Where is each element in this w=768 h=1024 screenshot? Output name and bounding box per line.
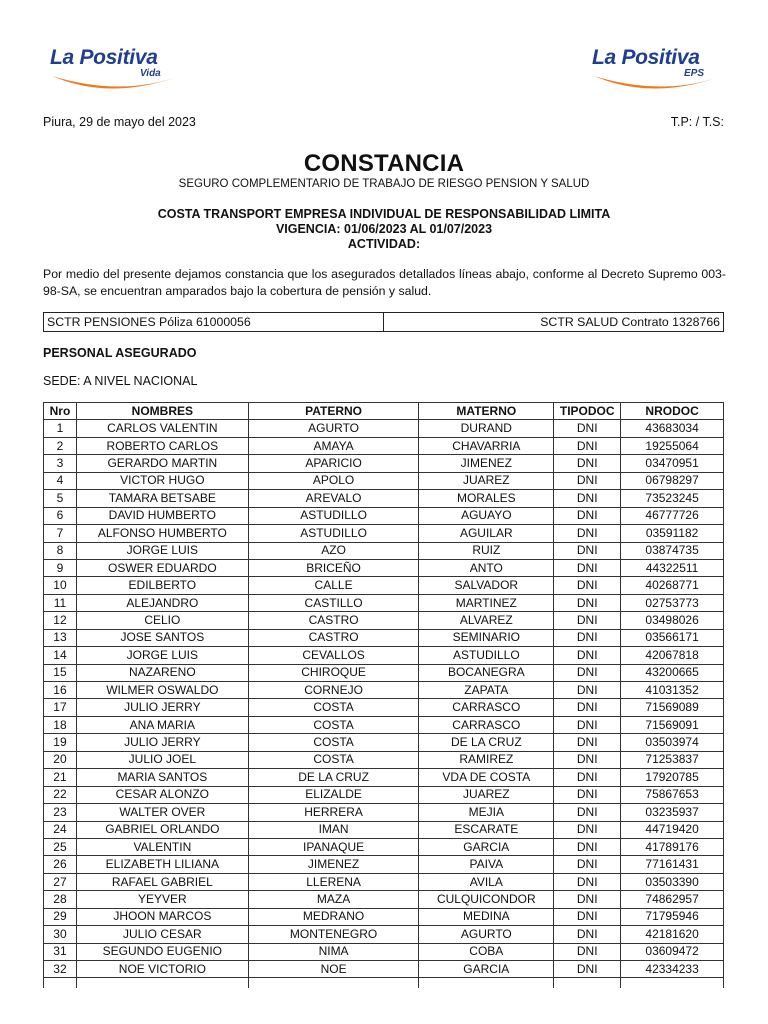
cell-paterno: IPANAQUE <box>248 838 419 855</box>
cell-materno: AVILA <box>419 873 554 890</box>
cell-nro: 25 <box>44 838 77 855</box>
cell-nrodoc: 17920785 <box>621 769 724 786</box>
cell-nombres: WILMER OSWALDO <box>76 682 248 699</box>
table-row <box>44 437 724 454</box>
cell-nrodoc: 71569089 <box>621 699 724 716</box>
table-row <box>44 873 724 890</box>
sctr-salud: SCTR SALUD Contrato 1328766 <box>383 312 724 332</box>
cell-paterno: CEVALLOS <box>248 647 419 664</box>
table-row <box>44 647 724 664</box>
cell-nro: 14 <box>44 647 77 664</box>
cell-materno: ALVAREZ <box>419 612 554 629</box>
cell-paterno: ELIZALDE <box>248 786 419 803</box>
cell-materno: AGUAYO <box>419 507 554 524</box>
empty-cell <box>44 978 77 988</box>
cell-materno: CULQUICONDOR <box>419 891 554 908</box>
empty-cell <box>621 978 724 988</box>
cell-tipodoc: DNI <box>554 420 621 437</box>
table-row <box>44 629 724 646</box>
header-materno: MATERNO <box>419 403 554 420</box>
cell-nombres: JULIO JOEL <box>76 751 248 768</box>
cell-nro: 19 <box>44 734 77 751</box>
cell-nro: 32 <box>44 961 77 978</box>
cell-nrodoc: 03503974 <box>621 734 724 751</box>
cell-nro: 11 <box>44 594 77 611</box>
cell-nombres: CELIO <box>76 612 248 629</box>
cell-nombres: CARLOS VALENTIN <box>76 420 248 437</box>
cell-nombres: CESAR ALONZO <box>76 786 248 803</box>
header-nro: Nro <box>44 403 77 420</box>
cell-nombres: SEGUNDO EUGENIO <box>76 943 248 960</box>
table-row <box>44 612 724 629</box>
table-row <box>44 472 724 489</box>
cell-materno: COBA <box>419 943 554 960</box>
cell-nrodoc: 71569091 <box>621 716 724 733</box>
cell-paterno: CHIROQUE <box>248 664 419 681</box>
insured-personnel-table <box>43 402 724 988</box>
intro-paragraph: Por medio del presente dejamos constancia que los asegurados detallados líneas abajo, conforme al Decreto Supremo 003-98-SA, se encuentran amparados bajo la cobertura de pensión y salud. <box>43 267 726 298</box>
cell-nombres: YEYVER <box>76 891 248 908</box>
cell-nro: 30 <box>44 926 77 943</box>
cell-materno: AGURTO <box>419 926 554 943</box>
cell-materno: BOCANEGRA <box>419 664 554 681</box>
company-block <box>0 207 768 252</box>
header-paterno: PATERNO <box>248 403 419 420</box>
cell-paterno: JIMENEZ <box>248 856 419 873</box>
header-tipodoc: TIPODOC <box>554 403 621 420</box>
cell-nrodoc: 19255064 <box>621 437 724 454</box>
cell-nro: 29 <box>44 908 77 925</box>
logo-brand-text: La Positiva <box>592 46 700 69</box>
vigencia: VIGENCIA: 01/06/2023 AL 01/07/2023 <box>275 222 493 236</box>
table-row <box>44 699 724 716</box>
cell-materno: VDA DE COSTA <box>419 769 554 786</box>
cell-materno: CARRASCO <box>419 699 554 716</box>
cell-tipodoc: DNI <box>554 699 621 716</box>
cell-tipodoc: DNI <box>554 716 621 733</box>
cell-nrodoc: 03874735 <box>621 542 724 559</box>
cell-materno: RUIZ <box>419 542 554 559</box>
cell-nrodoc: 03609472 <box>621 943 724 960</box>
cell-nrodoc: 06798297 <box>621 472 724 489</box>
cell-tipodoc: DNI <box>554 873 621 890</box>
cell-nro: 5 <box>44 490 77 507</box>
cell-paterno: DE LA CRUZ <box>248 769 419 786</box>
table-row <box>44 734 724 751</box>
cell-paterno: CASTILLO <box>248 594 419 611</box>
cell-nombres: ROBERTO CARLOS <box>76 437 248 454</box>
cell-nombres: JHOON MARCOS <box>76 908 248 925</box>
cell-nro: 28 <box>44 891 77 908</box>
la-positiva-vida-logo <box>48 44 188 100</box>
cell-tipodoc: DNI <box>554 838 621 855</box>
cell-nrodoc: 03566171 <box>621 629 724 646</box>
table-row <box>44 716 724 733</box>
cell-nrodoc: 44719420 <box>621 821 724 838</box>
cell-nrodoc: 71253837 <box>621 751 724 768</box>
cell-tipodoc: DNI <box>554 943 621 960</box>
cell-nombres: EDILBERTO <box>76 577 248 594</box>
cell-materno: MARTINEZ <box>419 594 554 611</box>
policy-box <box>43 312 725 332</box>
sede-label: SEDE: A NIVEL NACIONAL <box>43 374 198 388</box>
cell-paterno: CALLE <box>248 577 419 594</box>
cell-nro: 27 <box>44 873 77 890</box>
cell-nro: 2 <box>44 437 77 454</box>
cell-nro: 3 <box>44 455 77 472</box>
table-row <box>44 786 724 803</box>
cell-paterno: BRICEÑO <box>248 559 419 576</box>
cell-nombres: WALTER OVER <box>76 804 248 821</box>
table-row <box>44 664 724 681</box>
cell-nro: 24 <box>44 821 77 838</box>
cell-tipodoc: DNI <box>554 682 621 699</box>
cell-tipodoc: DNI <box>554 961 621 978</box>
cell-tipodoc: DNI <box>554 821 621 838</box>
cell-nombres: GERARDO MARTIN <box>76 455 248 472</box>
table-row <box>44 821 724 838</box>
cell-paterno: AREVALO <box>248 490 419 507</box>
cell-nombres: MARIA SANTOS <box>76 769 248 786</box>
cell-nrodoc: 41789176 <box>621 838 724 855</box>
table-row <box>44 943 724 960</box>
empty-cell <box>248 978 419 988</box>
cell-paterno: APARICIO <box>248 455 419 472</box>
cell-tipodoc: DNI <box>554 647 621 664</box>
table-row <box>44 908 724 925</box>
empty-cell <box>554 978 621 988</box>
table-row <box>44 455 724 472</box>
cell-nro: 22 <box>44 786 77 803</box>
cell-materno: MEJIA <box>419 804 554 821</box>
cell-nombres: ANA MARIA <box>76 716 248 733</box>
table-row <box>44 751 724 768</box>
logo-swoosh-icon <box>48 66 188 96</box>
cell-nrodoc: 02753773 <box>621 594 724 611</box>
cell-materno: ESCARATE <box>419 821 554 838</box>
cell-paterno: COSTA <box>248 751 419 768</box>
cell-nombres: JOSE SANTOS <box>76 629 248 646</box>
table-row <box>44 490 724 507</box>
cell-tipodoc: DNI <box>554 908 621 925</box>
cell-nrodoc: 03498026 <box>621 612 724 629</box>
cell-nro: 8 <box>44 542 77 559</box>
table-row <box>44 891 724 908</box>
table-row <box>44 682 724 699</box>
cell-materno: GARCIA <box>419 838 554 855</box>
logo-sub-text: EPS <box>684 68 705 79</box>
cell-nombres: JULIO CESAR <box>76 926 248 943</box>
cell-nrodoc: 03235937 <box>621 804 724 821</box>
cell-paterno: COSTA <box>248 716 419 733</box>
table-row <box>44 577 724 594</box>
table-row <box>44 594 724 611</box>
cell-nrodoc: 42181620 <box>621 926 724 943</box>
logo-swoosh-icon <box>590 66 730 96</box>
company-name: COSTA TRANSPORT EMPRESA INDIVIDUAL DE RESPONSABILIDAD LIMITA <box>157 207 611 221</box>
cell-paterno: NOE <box>248 961 419 978</box>
cell-materno: ASTUDILLO <box>419 647 554 664</box>
cell-paterno: IMAN <box>248 821 419 838</box>
cell-nro: 7 <box>44 525 77 542</box>
cell-nombres: ALEJANDRO <box>76 594 248 611</box>
table-row <box>44 838 724 855</box>
cell-nro: 13 <box>44 629 77 646</box>
cell-nombres: OSWER EDUARDO <box>76 559 248 576</box>
table-header-row <box>44 403 724 420</box>
cell-paterno: COSTA <box>248 699 419 716</box>
cell-nombres: TAMARA BETSABE <box>76 490 248 507</box>
cell-materno: CHAVARRIA <box>419 437 554 454</box>
document-title: CONSTANCIA <box>303 150 465 177</box>
cell-paterno: CASTRO <box>248 629 419 646</box>
cell-paterno: MONTENEGRO <box>248 926 419 943</box>
cell-materno: DE LA CRUZ <box>419 734 554 751</box>
cell-paterno: CORNEJO <box>248 682 419 699</box>
cell-nombres: ALFONSO HUMBERTO <box>76 525 248 542</box>
cell-materno: ANTO <box>419 559 554 576</box>
cell-paterno: ASTUDILLO <box>248 507 419 524</box>
section-title: PERSONAL ASEGURADO <box>43 346 197 360</box>
table-body <box>44 420 724 988</box>
cell-tipodoc: DNI <box>554 507 621 524</box>
cell-nrodoc: 43200665 <box>621 664 724 681</box>
cell-nrodoc: 46777726 <box>621 507 724 524</box>
cell-paterno: COSTA <box>248 734 419 751</box>
logo-brand-text: La Positiva <box>50 46 158 69</box>
cell-nombres: VICTOR HUGO <box>76 472 248 489</box>
cell-tipodoc: DNI <box>554 891 621 908</box>
cell-tipodoc: DNI <box>554 751 621 768</box>
cell-nro: 20 <box>44 751 77 768</box>
cell-nrodoc: 03470951 <box>621 455 724 472</box>
cell-nro: 31 <box>44 943 77 960</box>
cell-nrodoc: 44322511 <box>621 559 724 576</box>
cell-nro: 12 <box>44 612 77 629</box>
cell-tipodoc: DNI <box>554 612 621 629</box>
header-nombres: NOMBRES <box>76 403 248 420</box>
la-positiva-eps-logo <box>590 44 730 100</box>
table-row <box>44 525 724 542</box>
cell-materno: ZAPATA <box>419 682 554 699</box>
cell-materno: SALVADOR <box>419 577 554 594</box>
cell-tipodoc: DNI <box>554 786 621 803</box>
table-row <box>44 559 724 576</box>
cell-nrodoc: 40268771 <box>621 577 724 594</box>
cell-tipodoc: DNI <box>554 455 621 472</box>
cell-nombres: NOE VICTORIO <box>76 961 248 978</box>
table-row <box>44 961 724 978</box>
cell-nrodoc: 73523245 <box>621 490 724 507</box>
header-nrodoc: NRODOC <box>621 403 724 420</box>
cell-tipodoc: DNI <box>554 472 621 489</box>
cell-tipodoc: DNI <box>554 734 621 751</box>
cell-materno: MEDINA <box>419 908 554 925</box>
cell-nombres: ELIZABETH LILIANA <box>76 856 248 873</box>
tp-ts-label: T.P: / T.S: <box>670 115 724 129</box>
cell-nombres: JULIO JERRY <box>76 699 248 716</box>
cell-nrodoc: 42067818 <box>621 647 724 664</box>
document-date: Piura, 29 de mayo del 2023 <box>43 115 196 129</box>
table-row <box>44 507 724 524</box>
cell-materno: CARRASCO <box>419 716 554 733</box>
cell-tipodoc: DNI <box>554 769 621 786</box>
sctr-pensiones: SCTR PENSIONES Póliza 61000056 <box>43 312 384 332</box>
cell-nombres: JORGE LUIS <box>76 647 248 664</box>
cell-nro: 23 <box>44 804 77 821</box>
actividad: ACTIVIDAD: <box>347 237 421 251</box>
cell-nro: 15 <box>44 664 77 681</box>
cell-materno: SEMINARIO <box>419 629 554 646</box>
cell-nombres: DAVID HUMBERTO <box>76 507 248 524</box>
logo-sub-text: Vida <box>140 68 161 79</box>
empty-cell <box>76 978 248 988</box>
cell-paterno: ASTUDILLO <box>248 525 419 542</box>
cell-nrodoc: 03503390 <box>621 873 724 890</box>
cell-paterno: MEDRANO <box>248 908 419 925</box>
cell-nrodoc: 43683034 <box>621 420 724 437</box>
cell-tipodoc: DNI <box>554 542 621 559</box>
cell-nombres: GABRIEL ORLANDO <box>76 821 248 838</box>
table-row <box>44 420 724 437</box>
cell-nrodoc: 77161431 <box>621 856 724 873</box>
cell-tipodoc: DNI <box>554 577 621 594</box>
cell-tipodoc: DNI <box>554 804 621 821</box>
cell-nro: 1 <box>44 420 77 437</box>
cell-nrodoc: 41031352 <box>621 682 724 699</box>
cell-nro: 4 <box>44 472 77 489</box>
cell-paterno: HERRERA <box>248 804 419 821</box>
cell-tipodoc: DNI <box>554 664 621 681</box>
cell-materno: MORALES <box>419 490 554 507</box>
cell-materno: PAIVA <box>419 856 554 873</box>
cell-paterno: LLERENA <box>248 873 419 890</box>
cell-materno: AGUILAR <box>419 525 554 542</box>
cell-tipodoc: DNI <box>554 490 621 507</box>
cell-nrodoc: 75867653 <box>621 786 724 803</box>
document-subtitle: SEGURO COMPLEMENTARIO DE TRABAJO DE RIESGO PENSION Y SALUD <box>178 178 590 190</box>
table-row <box>44 769 724 786</box>
cell-nro: 10 <box>44 577 77 594</box>
cell-nombres: VALENTIN <box>76 838 248 855</box>
cell-nombres: JORGE LUIS <box>76 542 248 559</box>
cell-nombres: NAZARENO <box>76 664 248 681</box>
cell-tipodoc: DNI <box>554 594 621 611</box>
table-row-empty <box>44 978 724 988</box>
cell-nrodoc: 42334233 <box>621 961 724 978</box>
cell-nombres: JULIO JERRY <box>76 734 248 751</box>
table-row <box>44 856 724 873</box>
cell-paterno: CASTRO <box>248 612 419 629</box>
cell-tipodoc: DNI <box>554 629 621 646</box>
cell-paterno: NIMA <box>248 943 419 960</box>
cell-materno: JUAREZ <box>419 472 554 489</box>
cell-nombres: RAFAEL GABRIEL <box>76 873 248 890</box>
cell-materno: DURAND <box>419 420 554 437</box>
cell-nro: 16 <box>44 682 77 699</box>
cell-nro: 21 <box>44 769 77 786</box>
cell-tipodoc: DNI <box>554 856 621 873</box>
cell-nrodoc: 03591182 <box>621 525 724 542</box>
cell-materno: RAMIREZ <box>419 751 554 768</box>
cell-paterno: MAZA <box>248 891 419 908</box>
table-row <box>44 804 724 821</box>
table-row <box>44 926 724 943</box>
cell-tipodoc: DNI <box>554 437 621 454</box>
table-row <box>44 542 724 559</box>
cell-tipodoc: DNI <box>554 525 621 542</box>
cell-nro: 26 <box>44 856 77 873</box>
cell-nro: 6 <box>44 507 77 524</box>
cell-nro: 17 <box>44 699 77 716</box>
cell-paterno: AMAYA <box>248 437 419 454</box>
cell-paterno: AGURTO <box>248 420 419 437</box>
cell-paterno: APOLO <box>248 472 419 489</box>
cell-tipodoc: DNI <box>554 926 621 943</box>
cell-tipodoc: DNI <box>554 559 621 576</box>
cell-materno: JIMENEZ <box>419 455 554 472</box>
cell-materno: JUAREZ <box>419 786 554 803</box>
cell-paterno: AZO <box>248 542 419 559</box>
cell-nrodoc: 71795946 <box>621 908 724 925</box>
empty-cell <box>419 978 554 988</box>
cell-nro: 18 <box>44 716 77 733</box>
cell-nrodoc: 74862957 <box>621 891 724 908</box>
cell-nro: 9 <box>44 559 77 576</box>
cell-materno: GARCIA <box>419 961 554 978</box>
